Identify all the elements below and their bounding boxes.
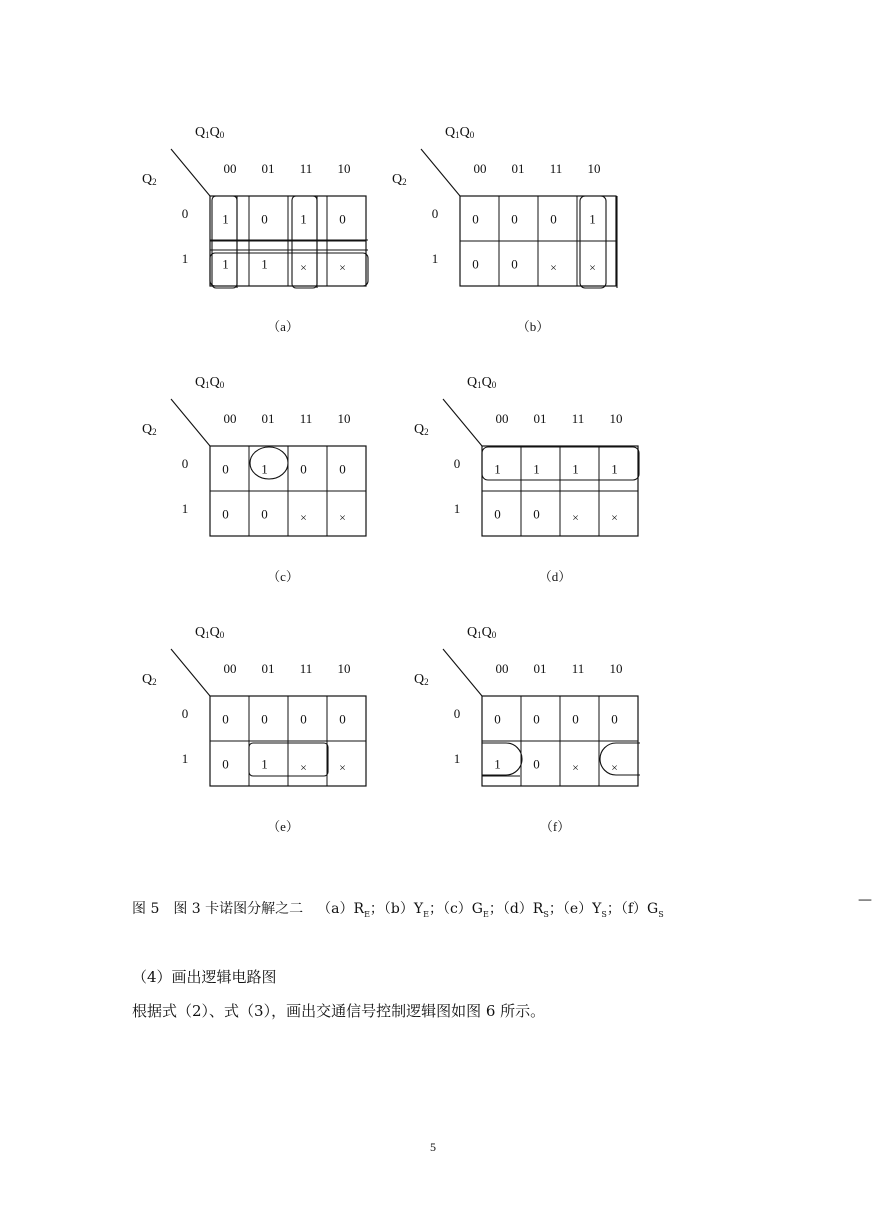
kmap-diagonal — [171, 399, 210, 446]
kmap-col-label: 10 — [587, 161, 601, 176]
kmap-col-variable: Q1Q0 — [445, 125, 475, 140]
kmap-a — [142, 125, 368, 334]
kmap-diagonal — [171, 649, 210, 696]
kmap-col-label: 00 — [473, 161, 487, 176]
kmap-group-loop — [212, 196, 237, 288]
kmap-cell-value: 1 — [222, 256, 229, 272]
kmap-cell-value: 0 — [494, 506, 501, 522]
margin-mark: — — [858, 892, 872, 908]
kmap-col-label: 00 — [495, 661, 509, 676]
body-paragraph: 根据式（2）、式（3），画出交通信号控制逻辑图如图 6 所示。 — [132, 1002, 546, 1020]
kmap-row-label: 1 — [181, 251, 189, 266]
kmap-row-label: 1 — [453, 751, 461, 766]
kmap-col-variable: Q1Q0 — [195, 125, 225, 140]
kmap-col-label: 11 — [571, 411, 585, 426]
kmap-col-variable: Q1Q0 — [467, 375, 497, 390]
kmap-cell-value: × — [339, 510, 346, 525]
kmap-diagonal — [443, 399, 482, 446]
kmap-row-variable: Q2 — [414, 422, 429, 437]
figure-number: 图 5 — [132, 901, 160, 917]
kmap-col-variable: Q1Q0 — [467, 625, 497, 640]
figure-caption — [132, 898, 832, 919]
kmap-col-label: 10 — [337, 161, 351, 176]
kmap-col-label: 11 — [299, 411, 313, 426]
kmap-cell-value: 1 — [261, 756, 268, 772]
kmap-cell-value: 1 — [261, 461, 268, 477]
kmap-cell-value: 1 — [300, 211, 307, 227]
kmap-col-label: 10 — [609, 661, 623, 676]
kmap-col-label: 01 — [261, 411, 275, 426]
figure-title: 图 3 卡诺图分解之二 — [173, 901, 304, 917]
kmap-cell-value: × — [611, 510, 618, 525]
page-number: 5 — [430, 1140, 436, 1154]
kmap-row-label: 0 — [453, 706, 461, 721]
kmap-sub-label: （e） — [267, 819, 299, 834]
kmap-row-variable: Q2 — [142, 422, 157, 437]
kmap-col-variable: Q1Q0 — [195, 625, 225, 640]
kmap-cell-value: 0 — [533, 711, 540, 727]
kmap-cell-value: × — [550, 260, 557, 275]
caption-parts — [317, 901, 664, 917]
kmap-e — [142, 625, 366, 834]
kmap-col-label: 11 — [571, 661, 585, 676]
kmap-col-label: 10 — [337, 661, 351, 676]
kmap-cell-value: 1 — [494, 461, 501, 477]
kmap-row-label: 1 — [181, 751, 189, 766]
caption-part: $(f)G_S$ — [620, 901, 664, 919]
kmap-cell-value: 0 — [300, 461, 307, 477]
kmap-col-label: 11 — [549, 161, 563, 176]
kmap-cell-value: 0 — [533, 506, 540, 522]
kmap-cell-value: × — [611, 760, 618, 775]
kmap-cell-value: 0 — [339, 711, 346, 727]
kmap-col-label: 00 — [223, 411, 237, 426]
kmap-col-label: 01 — [261, 661, 275, 676]
kmap-col-label: 11 — [299, 161, 313, 176]
caption-part: $(b)Y_E$； — [383, 901, 443, 919]
kmap-cell-value: 0 — [494, 711, 501, 727]
kmap-col-label: 01 — [261, 161, 275, 176]
kmap-cell-value: 0 — [222, 461, 229, 477]
kmap-row-label: 0 — [453, 456, 461, 471]
kmap-col-label: 00 — [495, 411, 509, 426]
kmap-b — [392, 125, 617, 334]
kmap-row-label: 1 — [181, 501, 189, 516]
kmap-cell-value: × — [589, 260, 596, 275]
kmap-cell-value: × — [339, 760, 346, 775]
kmap-cell-value: × — [300, 260, 307, 275]
kmap-row-variable: Q2 — [414, 672, 429, 687]
kmap-cell-value: 0 — [261, 211, 268, 227]
kmap-sub-label: （d） — [538, 569, 572, 584]
kmap-cell-value: 1 — [611, 461, 618, 477]
kmap-cell-value: 0 — [550, 211, 557, 227]
kmap-cell-value: 0 — [511, 211, 518, 227]
kmap-cell-value: 0 — [222, 506, 229, 522]
kmap-group-loop — [250, 447, 288, 479]
kmap-group-loop — [482, 743, 522, 775]
caption-part: $(c)G_E$； — [442, 901, 503, 919]
kmap-row-label: 0 — [431, 206, 439, 221]
kmap-cell-value: 0 — [472, 211, 479, 227]
kmap-cell-value: 0 — [511, 256, 518, 272]
kmap-diagonal — [443, 649, 482, 696]
kmap-row-label: 1 — [431, 251, 439, 266]
kmap-cell-value: × — [572, 760, 579, 775]
kmap-col-label: 01 — [511, 161, 525, 176]
kmap-f — [414, 625, 640, 834]
kmap-cell-value: 0 — [611, 711, 618, 727]
kmap-cell-value: × — [572, 510, 579, 525]
kmap-cell-value: 0 — [472, 256, 479, 272]
kmap-cell-value: 1 — [572, 461, 579, 477]
kmap-cell-value: 0 — [339, 461, 346, 477]
kmap-col-label: 00 — [223, 161, 237, 176]
kmap-sub-label: （a） — [267, 319, 299, 334]
kmap-cell-value: 0 — [222, 756, 229, 772]
kmap-col-label: 11 — [299, 661, 313, 676]
kmap-cell-value: 0 — [300, 711, 307, 727]
kmap-cell-value: 1 — [494, 756, 501, 772]
kmap-row-variable: Q2 — [142, 672, 157, 687]
kmap-cell-value: 0 — [572, 711, 579, 727]
kmap-cell-value: 0 — [261, 506, 268, 522]
kmap-row-label: 0 — [181, 706, 189, 721]
caption-part: $(d)R_S$； — [502, 901, 563, 919]
kmap-sub-label: （c） — [267, 569, 299, 584]
kmap-col-variable: Q1Q0 — [195, 375, 225, 390]
kmap-group-loop — [600, 743, 640, 775]
kmap-col-label: 01 — [533, 661, 547, 676]
kmap-col-label: 10 — [609, 411, 623, 426]
kmap-cell-value: 1 — [261, 256, 268, 272]
kmap-cell-value: 1 — [589, 211, 596, 227]
kmap-diagonal — [171, 149, 210, 196]
kmap-cell-value: 0 — [261, 711, 268, 727]
kmap-cell-value: 1 — [533, 461, 540, 477]
kmap-d — [414, 375, 639, 584]
kmap-c — [142, 375, 366, 584]
kmap-row-label: 0 — [181, 206, 189, 221]
kmap-cell-value: × — [339, 260, 346, 275]
kmap-cell-value: × — [300, 510, 307, 525]
caption-part: $(a)R_E$； — [317, 901, 384, 919]
kmap-diagonal — [421, 149, 460, 196]
kmap-row-variable: Q2 — [142, 172, 157, 187]
kmap-col-label: 00 — [223, 661, 237, 676]
kmap-row-variable: Q2 — [392, 172, 407, 187]
kmap-cell-value: 0 — [339, 211, 346, 227]
section-heading: （4）画出逻辑电路图 — [132, 968, 277, 986]
kmap-cell-value: 0 — [222, 711, 229, 727]
kmap-cell-value: 0 — [533, 756, 540, 772]
kmap-row-label: 1 — [453, 501, 461, 516]
kmap-sub-label: （f） — [539, 819, 571, 834]
kmap-col-label: 10 — [337, 411, 351, 426]
kmap-cell-value: 1 — [222, 211, 229, 227]
kmap-cell-value: × — [300, 760, 307, 775]
kmap-col-label: 01 — [533, 411, 547, 426]
kmap-sub-label: （b） — [516, 319, 550, 334]
kmap-row-label: 0 — [181, 456, 189, 471]
caption-part: $(e)Y_S$； — [562, 901, 621, 919]
